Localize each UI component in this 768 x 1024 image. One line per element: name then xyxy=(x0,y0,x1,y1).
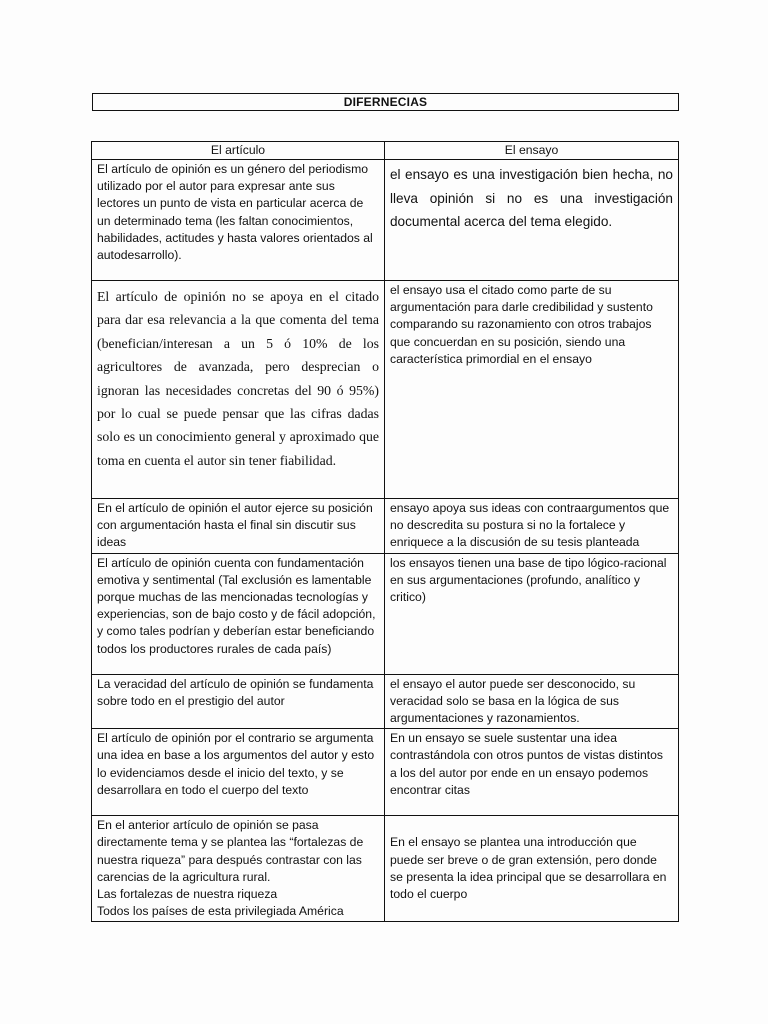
table-row xyxy=(92,729,679,816)
table-row xyxy=(92,499,679,554)
column-header-articulo: El artículo xyxy=(92,142,385,160)
cell-ensayo: ensayo apoya sus ideas con contraargumentos que no descredita su postura si no la fortalece y enriquece a la discusión de su tesis planteada xyxy=(385,499,679,554)
cell-articulo: La veracidad del artículo de opinión se fundamenta sobre todo en el prestigio del autor xyxy=(92,674,385,729)
table-row xyxy=(92,674,679,729)
cell-articulo-paragraph: En el anterior artículo de opinión se pasa directamente tema y se plantea las “fortalezas de nuestra riqueza” para después contrastar con las carencias de la agricultura rural. xyxy=(97,818,364,884)
cell-articulo: El artículo de opinión es un género del periodismo utilizado por el autor para expresar ante sus lectores un punto de vista en particular acerca de un determinado tema (les faltan conocimientos, habilidades, actitudes y hasta valores orientados al autodesarrollo). xyxy=(92,160,385,281)
cell-articulo-paragraph: Todos los países de esta privilegiada América xyxy=(97,904,344,919)
cell-ensayo xyxy=(385,160,679,281)
cell-ensayo: En un ensayo se suele sustentar una idea contrastándola con otros puntos de vistas distintos a los del autor por ende en un ensayo podemos encontrar citas xyxy=(385,729,679,816)
page-title: DIFERNECIAS xyxy=(92,93,679,111)
cell-articulo: En el artículo de opinión el autor ejerce su posición con argumentación hasta el final sin discutir sus ideas xyxy=(92,499,385,554)
cell-ensayo-text: En el ensayo se plantea una introducción que puede ser breve o de gran extensión, pero donde se presenta la idea principal que se desarrollara en todo el cuerpo xyxy=(390,835,667,902)
cell-articulo xyxy=(92,281,385,499)
cell-ensayo-text: el ensayo es una investigación bien hecha, no lleva opinión si no es una investigación documental acerca del tema elegido. xyxy=(390,167,673,229)
table-row xyxy=(92,553,679,674)
cell-ensayo xyxy=(385,816,679,922)
column-header-ensayo: El ensayo xyxy=(385,142,679,160)
table-header-row xyxy=(92,142,679,160)
differences-table xyxy=(91,141,679,922)
cell-articulo-text: El artículo de opinión no se apoya en el citado para dar esa relevancia a la que comenta del tema (benefician/interesan a un 5 ó 10% de los agricultores de avanzada, pero desprecian o ignoran las necesidades concretas del 90 ó 95%) por lo cual se puede pensar que las cifras dadas solo es un conocimiento general y aproximado que toma en cuenta el autor sin tener fiabilidad. xyxy=(97,289,379,468)
cell-ensayo: los ensayos tienen una base de tipo lógico-racional en sus argumentaciones (profundo, analítico y critico) xyxy=(385,553,679,674)
cell-articulo: El artículo de opinión cuenta con fundamentación emotiva y sentimental (Tal exclusión es lamentable porque muchas de las mencionadas tecnologías y experiencias, son de bajo costo y de fácil adopción, y como tales podrían y deberían estar beneficiando todos los productores rurales de cada país) xyxy=(92,553,385,674)
cell-articulo: El artículo de opinión por el contrario se argumenta una idea en base a los argumentos del autor y esto lo evidenciamos desde el inicio del texto, y se desarrollara en todo el cuerpo del texto xyxy=(92,729,385,816)
table-row xyxy=(92,816,679,922)
cell-articulo xyxy=(92,816,385,922)
table-row xyxy=(92,160,679,281)
cell-ensayo: el ensayo el autor puede ser desconocido, su veracidad solo se basa en la lógica de sus argumentaciones y razonamientos. xyxy=(385,674,679,729)
table-row xyxy=(92,281,679,499)
cell-articulo-paragraph: Las fortalezas de nuestra riqueza xyxy=(97,887,278,902)
cell-ensayo: el ensayo usa el citado como parte de su argumentación para darle credibilidad y sustento comparando su razonamiento con otros trabajos que concuerdan en su posición, siendo una característica primordial en el ensayo xyxy=(385,281,679,499)
